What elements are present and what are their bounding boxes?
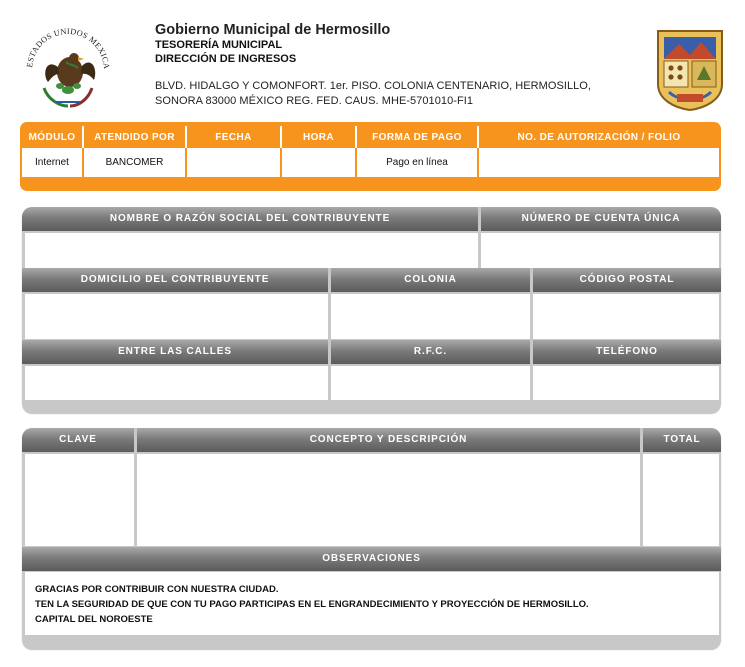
value-fecha: [187, 148, 280, 177]
label-observaciones: OBSERVACIONES: [22, 547, 721, 571]
observaciones-text: [35, 582, 715, 627]
label-nombre: NOMBRE O RAZÓN SOCIAL DEL CONTRIBUYENTE: [22, 207, 478, 231]
label-telefono: TELÉFONO: [533, 340, 721, 364]
value-modulo: Internet: [22, 148, 82, 177]
value-hora: [282, 148, 355, 177]
address-line-2: SONORA 83000 MÉXICO REG. FED. CAUS. MHE-5701010-FI1: [155, 95, 473, 107]
label-clave: CLAVE: [22, 428, 134, 452]
org-name: Gobierno Municipal de Hermosillo: [155, 22, 391, 38]
mexican-coat-of-arms-icon: [22, 22, 114, 114]
label-colonia: COLONIA: [331, 268, 530, 292]
label-rfc: R.F.C.: [331, 340, 530, 364]
field-clave: [25, 454, 134, 546]
value-atendido-por: BANCOMER: [84, 148, 185, 177]
value-autorizacion: [479, 148, 719, 177]
dept-revenue: DIRECCIÓN DE INGRESOS: [155, 53, 297, 65]
label-total: TOTAL: [643, 428, 721, 452]
seal-text: ESTADOS UNIDOS MEXICA: [25, 26, 112, 70]
value-forma-de-pago: Pago en línea: [357, 148, 477, 177]
label-domicilio: DOMICILIO DEL CONTRIBUYENTE: [22, 268, 328, 292]
header-modulo: MÓDULO: [28, 132, 76, 143]
dept-treasury: TESORERÍA MUNICIPAL: [155, 39, 283, 51]
hermosillo-coat-of-arms-icon: [655, 28, 725, 112]
label-cuenta-unica: NÚMERO DE CUENTA ÚNICA: [481, 207, 721, 231]
header-atendido-por: ATENDIDO POR: [94, 132, 175, 143]
field-domicilio: [25, 294, 328, 339]
observaciones-line: CAPITAL DEL NOROESTE: [35, 614, 153, 625]
header-autorizacion: NO. DE AUTORIZACIÓN / FOLIO: [517, 132, 681, 143]
label-entre-calles: ENTRE LAS CALLES: [22, 340, 328, 364]
field-cuenta-unica: [481, 233, 719, 268]
address-line-1: BLVD. HIDALGO Y COMONFORT. 1er. PISO. COLONIA CENTENARIO, HERMOSILLO,: [155, 80, 592, 92]
field-concepto: [137, 454, 640, 546]
header-hora: HORA: [302, 132, 335, 143]
field-codigo-postal: [533, 294, 719, 339]
label-concepto: CONCEPTO Y DESCRIPCIÓN: [137, 428, 640, 452]
field-colonia: [331, 294, 530, 339]
field-entre-calles: [25, 366, 328, 400]
field-nombre: [25, 233, 478, 268]
field-telefono: [533, 366, 719, 400]
observaciones-line: TEN LA SEGURIDAD DE QUE CON TU PAGO PARTICIPAS EN EL ENGRANDECIMIENTO Y PROYECCIÓN DE HERMOSILLO.: [35, 599, 589, 610]
header-forma-de-pago: FORMA DE PAGO: [372, 132, 462, 143]
field-rfc: [331, 366, 530, 400]
field-total: [643, 454, 719, 546]
header-fecha: FECHA: [215, 132, 252, 143]
observaciones-line: GRACIAS POR CONTRIBUIR CON NUESTRA CIUDAD.: [35, 584, 279, 595]
label-codigo-postal: CÓDIGO POSTAL: [533, 268, 721, 292]
